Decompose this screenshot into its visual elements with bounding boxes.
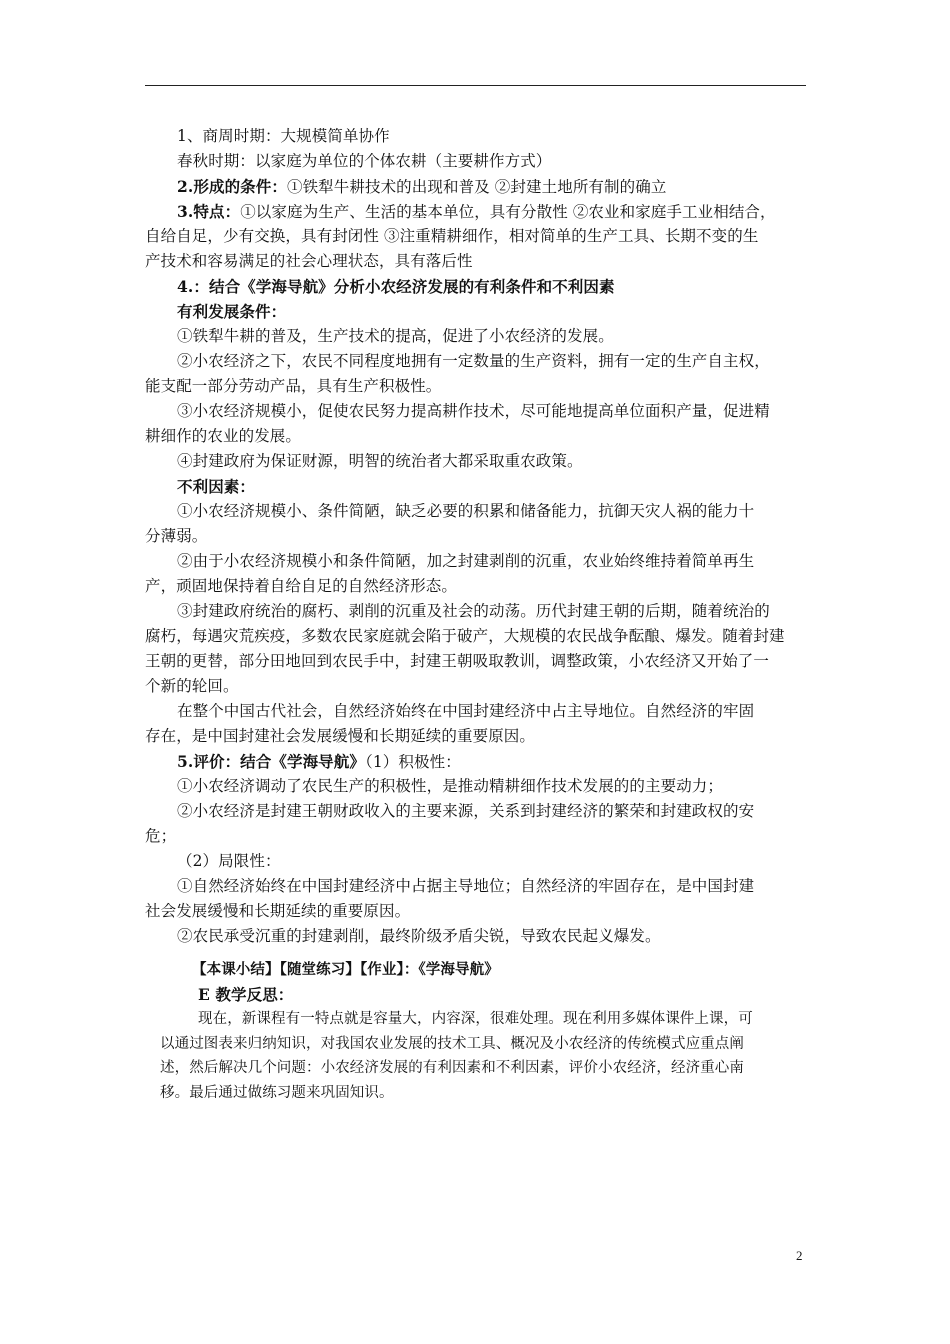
text-line bbox=[145, 199, 809, 224]
text-line: 自给自足，少有交换，具有封闭性 ③注重精耕细作，相对简单的生产工具、长期不变的生 bbox=[145, 227, 759, 245]
text-line: 存在，是中国封建社会发展缓慢和长期延续的重要原因。 bbox=[145, 727, 536, 745]
text-span: （1）积极性： bbox=[364, 753, 461, 771]
summary-heading: 【本课小结】【随堂练习】【作业】：《学海导航》 bbox=[192, 962, 499, 978]
text-line: 述，然后解决几个问题：小农经济发展的有利因素和不利因素，评价小农经济，经济重心南 bbox=[160, 1060, 744, 1076]
text-line: 1、商周时期：大规模简单协作 bbox=[177, 127, 390, 145]
text-line: ④封建政府为保证财源，明智的统治者大都采取重农政策。 bbox=[177, 452, 583, 470]
text-span: ①以家庭为生产、生活的基本单位，具有分散性 ②农业和家庭手工业相结合， bbox=[240, 203, 776, 221]
section-heading: 2.形成的条件： bbox=[177, 177, 287, 196]
text-line: ②小农经济之下，农民不同程度地拥有一定数量的生产资料，拥有一定的生产自主权， bbox=[177, 352, 770, 370]
text-line: 在整个中国古代社会，自然经济始终在中国封建经济中占主导地位。自然经济的牢固 bbox=[177, 702, 755, 720]
section-heading: 4.：结合《学海导航》分析小农经济发展的有利条件和不利因素 bbox=[177, 277, 615, 296]
text-line: 产，顽固地保持着自给自足的自然经济形态。 bbox=[145, 577, 458, 595]
text-line: 春秋时期：以家庭为单位的个体农耕（主要耕作方式） bbox=[177, 152, 552, 170]
subsection-heading: 不利因素： bbox=[177, 477, 256, 496]
page-number: 2 bbox=[796, 1248, 803, 1263]
text-line: ①自然经济始终在中国封建经济中占据主导地位；自然经济的牢固存在，是中国封建 bbox=[177, 877, 755, 895]
text-line: 产技术和容易满足的社会心理状态，具有落后性 bbox=[145, 252, 473, 270]
text-line: 王朝的更替，部分田地回到农民手中，封建王朝吸取教训，调整政策，小农经济又开始了一 bbox=[145, 652, 770, 670]
text-line: 社会发展缓慢和长期延续的重要原因。 bbox=[145, 902, 411, 920]
text-line: ①小农经济调动了农民生产的积极性，是推动精耕细作技术发展的的主要动力； bbox=[177, 777, 724, 795]
text-span: ①铁犁牛耕技术的出现和普及 ②封建土地所有制的确立 bbox=[286, 178, 667, 196]
text-line: 危； bbox=[145, 827, 177, 845]
text-line: 能支配一部分劳动产品，具有生产积极性。 bbox=[145, 377, 442, 395]
text-line: ②由于小农经济规模小和条件简陋，加之封建剥削的沉重，农业始终维持着简单再生 bbox=[177, 552, 755, 570]
text-line: 腐朽，每遇灾荒疾疫，多数农民家庭就会陷于破产，大规模的农民战争酝酿、爆发。随着封建 bbox=[145, 627, 785, 645]
text-line: 个新的轮回。 bbox=[145, 677, 239, 695]
text-line: ③封建政府统治的腐朽、剥削的沉重及社会的动荡。历代封建王朝的后期，随着统治的 bbox=[177, 602, 770, 620]
text-line: 现在，新课程有一特点就是容量大，内容深，很难处理。现在利用多媒体课件上课，可 bbox=[198, 1011, 753, 1027]
text-line bbox=[145, 174, 809, 199]
text-line: ①铁犁牛耕的普及，生产技术的提高，促进了小农经济的发展。 bbox=[177, 327, 614, 345]
section-heading: 3.特点： bbox=[177, 202, 241, 221]
text-line: 以通过图表来归纳知识，对我国农业发展的技术工具、概况及小农经济的传统模式应重点阐 bbox=[160, 1035, 744, 1052]
text-line: ②小农经济是封建王朝财政收入的主要来源，关系到封建经济的繁荣和封建政权的安 bbox=[177, 802, 755, 820]
summary-block bbox=[160, 958, 810, 1105]
text-line: 移。最后通过做练习题来巩固知识。 bbox=[160, 1084, 394, 1101]
text-line: （2）局限性： bbox=[177, 852, 281, 870]
reflection-heading: E 教学反思： bbox=[198, 984, 294, 1004]
text-line: ①小农经济规模小、条件简陋，缺乏必要的积累和储备能力，抗御天灾人祸的能力十 bbox=[177, 502, 755, 520]
text-line: 耕细作的农业的发展。 bbox=[145, 427, 302, 445]
text-line: ②农民承受沉重的封建剥削，最终阶级矛盾尖锐，导致农民起义爆发。 bbox=[177, 927, 661, 945]
text-line: 分薄弱。 bbox=[145, 527, 208, 545]
text-line: ③小农经济规模小，促使农民努力提高耕作技术，尽可能地提高单位面积产量，促进精 bbox=[177, 402, 770, 420]
section-heading: 5.评价：结合《学海导航》 bbox=[177, 752, 365, 771]
header-rule bbox=[145, 85, 806, 86]
text-line bbox=[145, 749, 809, 774]
subsection-heading: 有利发展条件： bbox=[177, 302, 287, 321]
page-body bbox=[145, 124, 809, 949]
